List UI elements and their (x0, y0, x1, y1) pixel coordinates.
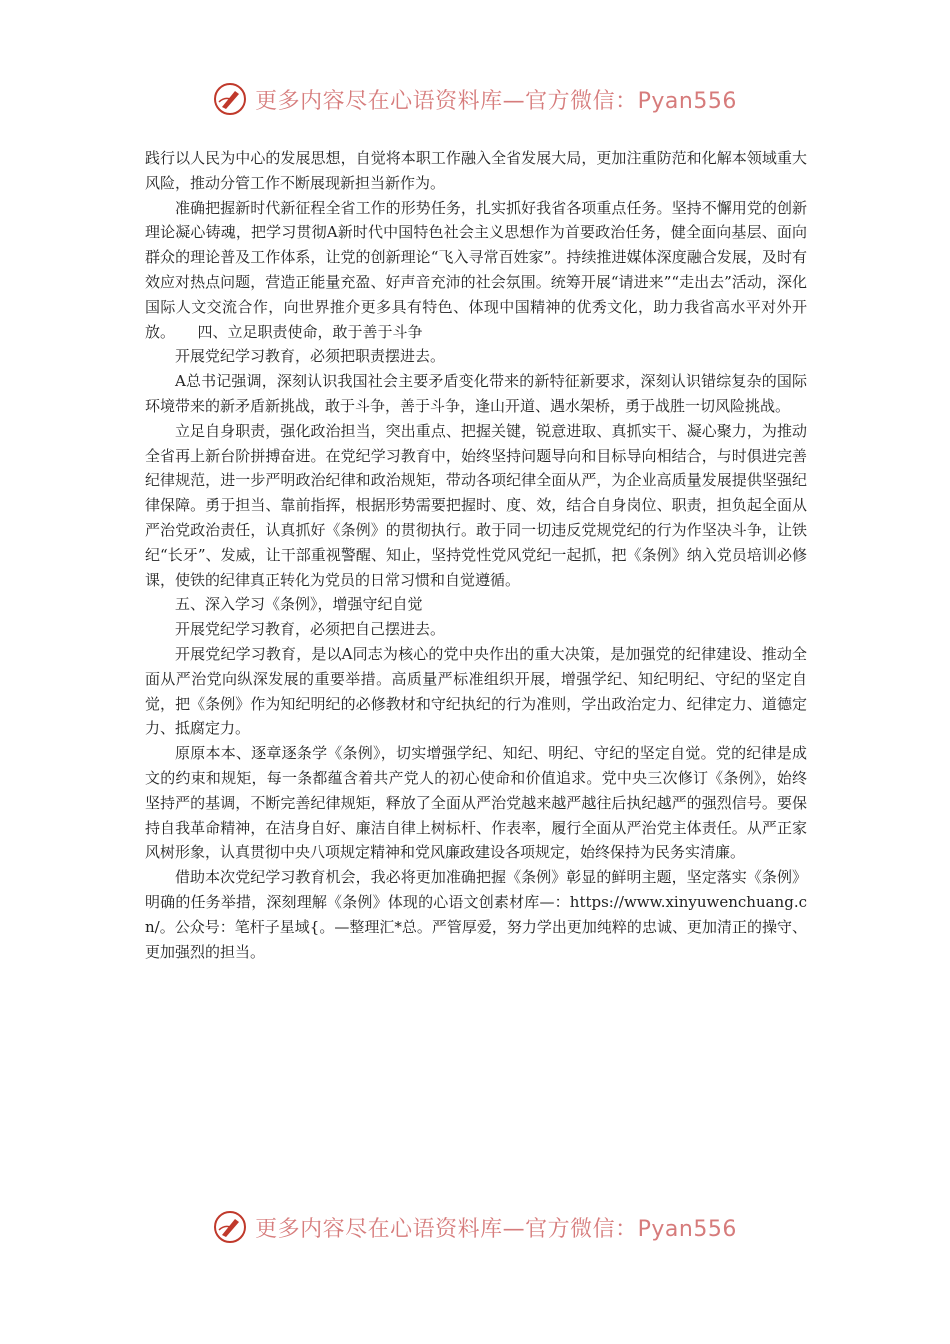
paragraph: 借助本次党纪学习教育机会，我必将更加准确把握《条例》彰显的鲜明主题，坚定落实《条例》明确的任务举措，深刻理解《条例》体现的心语文创素材库—：https://www.xinyuwenchuang.cn/。公众号：笔杆子星域{。—整理汇*总。严管厚爱，努力学出更加纯粹的忠诚、更加清正的操守、更加强烈的担当。 (145, 868, 807, 961)
paragraph: 开展党纪学习教育，必须把自己摆进去。 (175, 620, 446, 639)
section-heading: 五、深入学习《条例》，增强守纪自觉 (175, 595, 423, 614)
paragraph: 立足自身职责，强化政治担当，突出重点、把握关键，锐意进取、真抓实干、凝心聚力，为推动全省再上新台阶拼搏奋进。在党纪学习教育中，始终坚持问题导向和目标导向相结合，与时俱进完善纪律规范，进一步严明政治纪律和政治规矩，带动各项纪律全面从严，为企业高质量发展提供坚强纪律保障。勇于担当、靠前指挥，根据形势需要把握时、度、效，结合自身岗位、职责，担负起全面从严治党政治责任，认真抓好《条例》的贯彻执行。敢于同一切违反党规党纪的行为作坚决斗争，让铁纪“长牙”、发威，让干部重视警醒、知止，坚持党性党风党纪一起抓，把《条例》纳入党员培训必修课，使铁的纪律真正转化为党员的日常习惯和自觉遵循。 (145, 421, 807, 589)
paragraph: 开展党纪学习教育，必须把职责摆进去。 (175, 347, 446, 366)
paragraph: 准确把握新时代新征程全省工作的形势任务，扎实抓好我省各项重点任务。坚持不懈用党的创新理论凝心铸魂，把学习贯彻A新时代中国特色社会主义思想作为首要政治任务，健全面向基层、面向群众的理论普及工作体系，让党的创新理论“飞入寻常百姓家”。持续推进媒体深度融合发展，及时有效应对热点问题，营造正能量充盈、好声音充沛的社会氛围。统筹开展“请进来”“走出去”活动，深化国际人文交流合作，向世界推介更多具有特色、体现中国精神的优秀文化，助力我省高水平对外开放。 四、立足职责使命，敢于善于斗争 (145, 198, 807, 341)
document-body (145, 146, 807, 964)
pen-circle-logo-icon (213, 1210, 247, 1244)
footer-banner (0, 1210, 950, 1244)
paragraph: 原原本本、逐章逐条学《条例》，切实增强学纪、知纪、明纪、守纪的坚定自觉。党的纪律是成文的约束和规矩，每一条都蕴含着共产党人的初心使命和价值追求。党中央三次修订《条例》，始终坚持严的基调，不断完善纪律规矩，释放了全面从严治党越来越严越往后执纪越严的强烈信号。要保持自我革命精神，在洁身自好、廉洁自律上树标杆、作表率，履行全面从严治党主体责任。从严正家风树形象，认真贯彻中央八项规定精神和党风廉政建设各项规定，始终保持为民务实清廉。 (145, 744, 807, 862)
paragraph: A总书记强调，深刻认识我国社会主要矛盾变化带来的新特征新要求，深刻认识错综复杂的国际环境带来的新矛盾新挑战，敢于斗争，善于斗争，逢山开道、遇水架桥，勇于战胜一切风险挑战。 (145, 372, 807, 415)
header-banner-text: 更多内容尽在心语资料库—官方微信：Pyan556 (255, 88, 737, 114)
header-banner (0, 82, 950, 116)
pen-circle-logo-icon (213, 82, 247, 116)
paragraph: 践行以人民为中心的发展思想，自觉将本职工作融入全省发展大局，更加注重防范和化解本领域重大风险，推动分管工作不断展现新担当新作为。 (145, 149, 807, 192)
paragraph: 开展党纪学习教育，是以A同志为核心的党中央作出的重大决策，是加强党的纪律建设、推动全面从严治党向纵深发展的重要举措。高质量严标准组织开展，增强学纪、知纪明纪、守纪的坚定自觉，把《条例》作为知纪明纪的必修教材和守纪执纪的行为准则，学出政治定力、纪律定力、道德定力、抵腐定力。 (145, 644, 807, 738)
footer-banner-text: 更多内容尽在心语资料库—官方微信：Pyan556 (255, 1216, 737, 1242)
